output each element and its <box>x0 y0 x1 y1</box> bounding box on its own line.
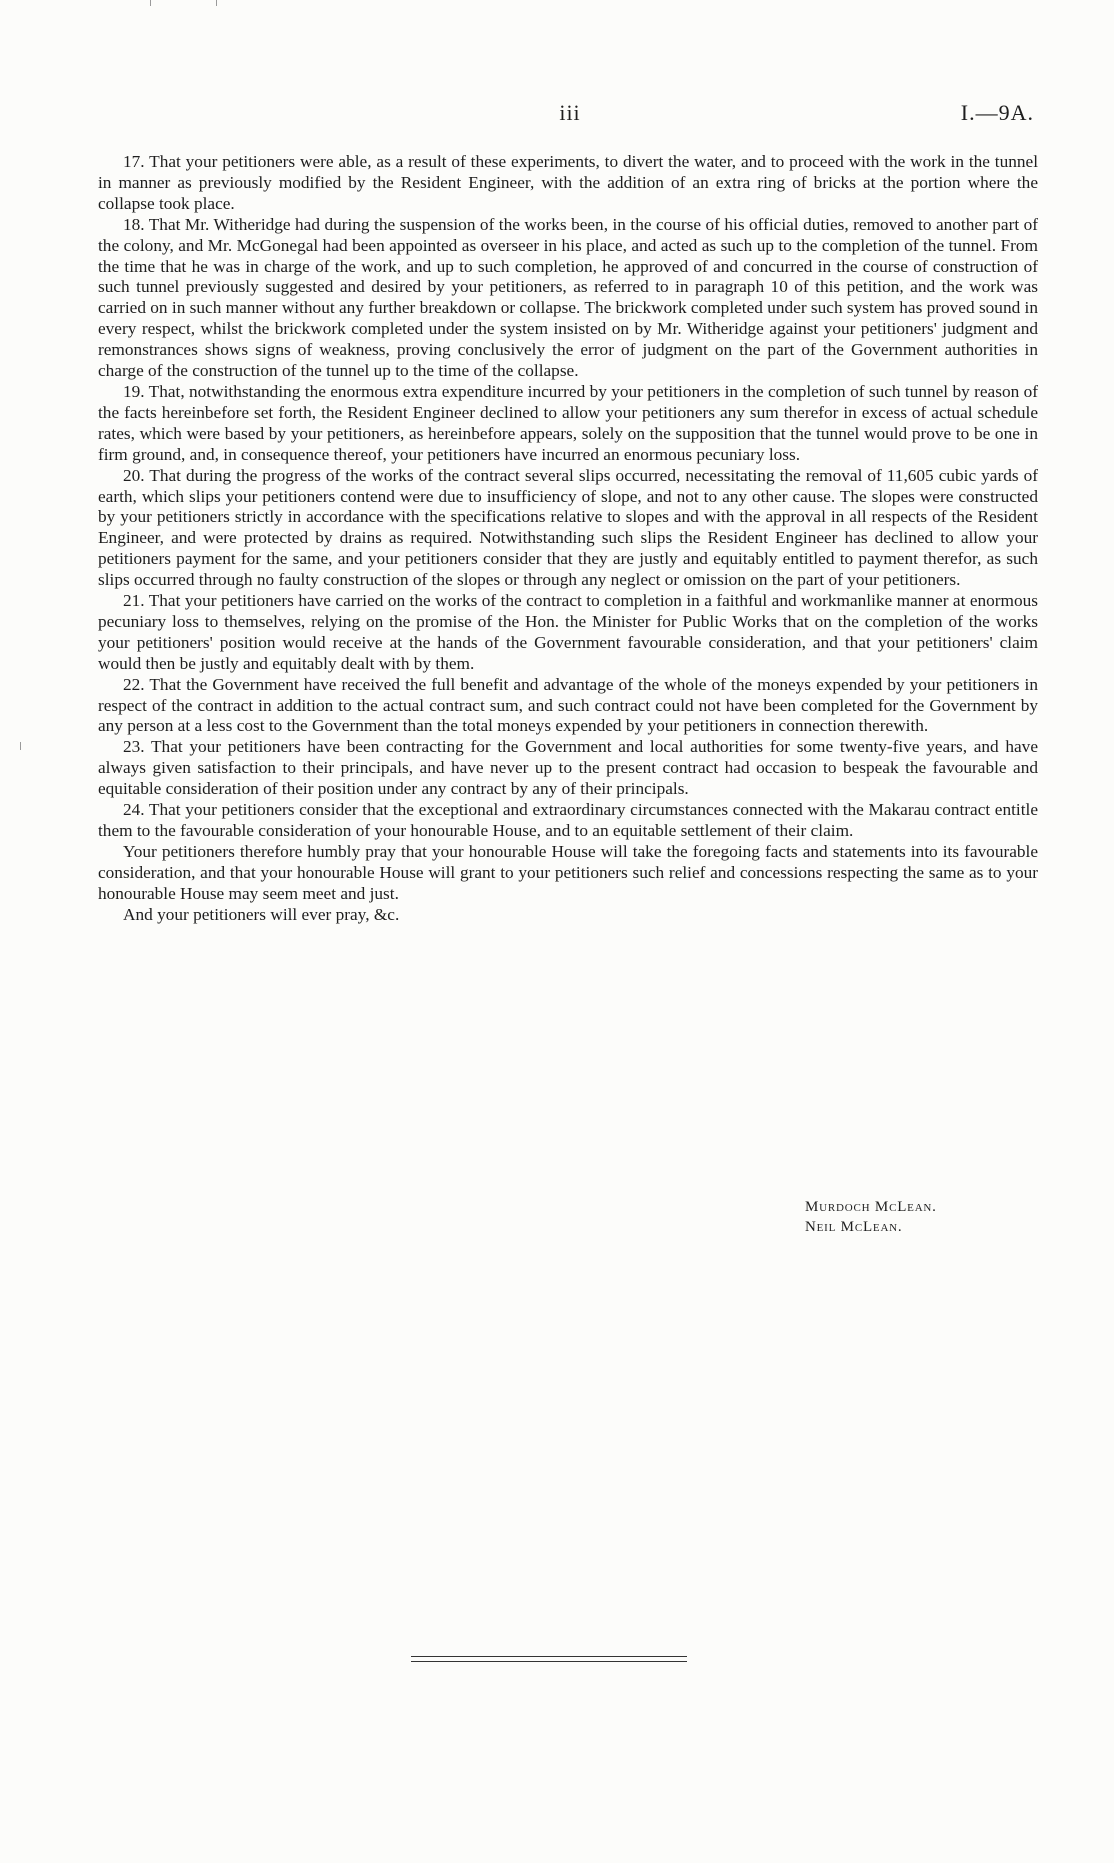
signatory-name: Murdoch McLean. <box>805 1199 937 1215</box>
scan-mark <box>150 0 151 6</box>
paragraph-23: 23. That your petitioners have been contracting for the Government and local authorities for some twenty-five years, and have always given satisfaction to their principals, and have never up to the present contract had occasion to bespeak the favourable and equitable consideration of their position under any contract by any of their principals. <box>98 737 1038 799</box>
petition-body <box>98 152 1038 926</box>
closing-line: And your petitioners will ever pray, &c. <box>123 904 400 924</box>
closing-rule <box>411 1656 687 1666</box>
signatory-name: Neil McLean. <box>805 1219 903 1235</box>
paragraph-22: 22. That the Government have received the full benefit and advantage of the whole of the moneys expended by your petitioners in respect of the contract in addition to the actual contract sum, and such contract could not have been completed for the Government by any person at a less cost to the Government than the total moneys expended by your petitioners in connection therewith. <box>98 674 1038 736</box>
scan-mark <box>216 0 217 6</box>
page-number: iii <box>559 100 581 125</box>
paragraph-18: 18. That Mr. Witheridge had during the suspension of the works been, in the course of his official duties, removed to another part of the colony, and Mr. McGonegal had been appointed as overseer in his place, and acted as such up to the completion of the tunnel. From the time that he was in charge of the work, and up to such completion, he approved of and concurred in the course of construction of such tunnel previously suggested and desired by your petitioners, as referred to in paragraph 10 of this petition, and the work was carried on in such manner without any further breakdown or collapse. The brickwork completed under such system has proved sound in every respect, whilst the brickwork completed under the system insisted on by Mr. Witheridge against your petitioners' judgment and remonstrances shows signs of weakness, proving conclusively the error of judgment on the part of the Government authorities in charge of the construction of the tunnel up to the time of the collapse. <box>98 214 1038 381</box>
rule-line <box>411 1661 687 1662</box>
paragraph-24: 24. That your petitioners consider that the exceptional and extraordinary circumstances connected with the Makarau contract entitle them to the favourable consideration of your honourable House, and to an equitable settlement of their claim. <box>98 800 1038 840</box>
scan-mark <box>20 742 21 750</box>
paragraph-17: 17. That your petitioners were able, as a result of these experiments, to divert the water, and to proceed with the work in the tunnel in manner as previously modified by the Resident Engineer, with the addition of an extra ring of bricks at the portion where the collapse took place. <box>98 152 1038 213</box>
signature-block <box>805 1197 937 1237</box>
paragraph-20: 20. That during the progress of the works of the contract several slips occurred, necessitating the removal of 11,605 cubic yards of earth, which slips your petitioners contend were due to insufficiency of slope, and not to any other cause. The slopes were constructed by your petitioners strictly in accordance with the specifications relative to slopes and with the approval in all respects of the Resident Engineer, and were protected by drains as required. Notwithstanding such slips the Resident Engineer has declined to allow your petitioners payment for the same, and your petitioners consider that they are justly and equitably entitled to payment therefor, as such slips occurred through no faulty construction of the slopes or through any neglect or omission on the part of your petitioners. <box>98 465 1038 590</box>
paragraph-19: 19. That, notwithstanding the enormous extra expenditure incurred by your petitioners in the completion of such tunnel by reason of the facts hereinbefore set forth, the Resident Engineer declined to allow your petitioners any sum therefor in excess of actual schedule rates, which were based by your petitioners, as hereinbefore appears, solely on the supposition that the tunnel would prove to be one in firm ground, and, in consequence thereof, your petitioners have incurred an enormous pecuniary loss. <box>98 381 1038 464</box>
rule-line <box>411 1656 687 1657</box>
document-reference: I.—9A. <box>960 100 1034 125</box>
prayer-paragraph: Your petitioners therefore humbly pray that your honourable House will take the foregoing facts and statements into its favourable consideration, and that your honourable House will grant to your petitioners such relief and concessions respecting the same as to your honourable House may seem meet and just. <box>98 841 1038 903</box>
paragraph-21: 21. That your petitioners have carried on the works of the contract to completion in a faithful and workmanlike manner at enormous pecuniary loss to themselves, relying on the promise of the Hon. the Minister for Public Works that on the completion of the works your petitioners' position would receive at the hands of the Government favourable consideration, and that your petitioners' claim would then be justly and equitably dealt with by them. <box>98 591 1038 673</box>
